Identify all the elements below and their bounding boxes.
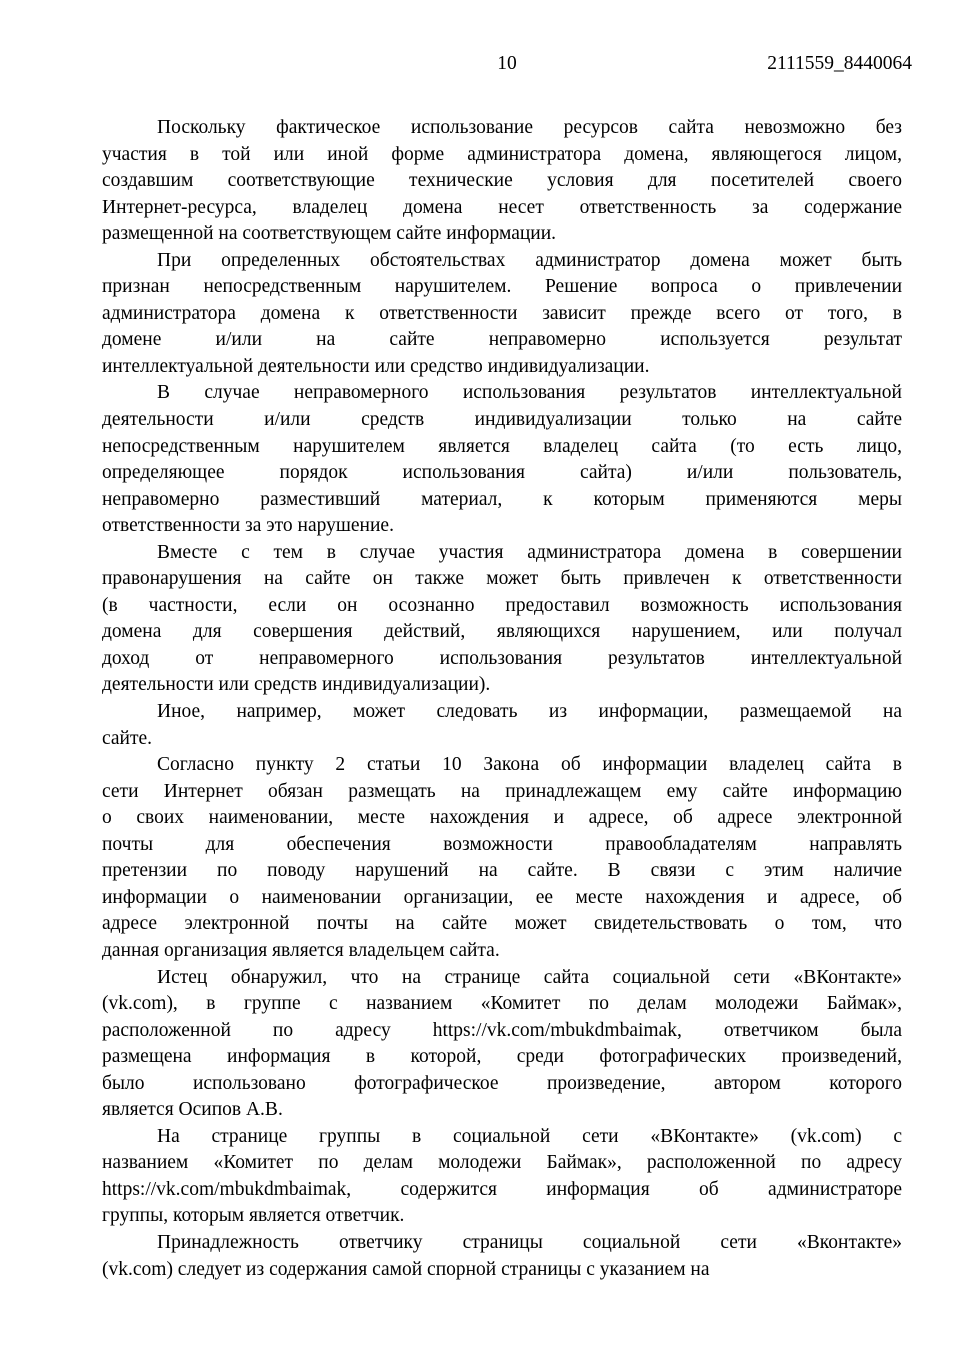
text-line: https://vk.com/mbukdmbaimak, содержится информация об администраторе (102, 1178, 902, 1200)
text-line: о своих наименовании, месте нахождения и адресе, об адресе электронной (102, 807, 902, 829)
paragraph (102, 540, 902, 699)
text-line: домена для совершения действий, являющихся нарушением, или получал (102, 621, 902, 643)
text-line: деятельности или средств индивидуализации). (102, 674, 491, 696)
paragraph (102, 699, 902, 752)
text-line: сайте. (102, 727, 153, 749)
text-line: названием «Комитет по делам молодежи Баймак», расположенной по адресу (102, 1152, 902, 1174)
text-line: расположенной по адресу https://vk.com/mbukdmbaimak, ответчиком была (102, 1019, 902, 1041)
text-line: информации о наименовании организации, ее месте нахождения и адресе, об (102, 886, 902, 908)
text-line: Интернет-ресурса, владелец домена несет ответственность за содержание (102, 196, 902, 218)
text-line: адресе электронной почты на сайте может свидетельствовать о том, что (102, 913, 902, 935)
text-line: (vk.com) следует из содержания самой спорной страницы с указанием на (102, 1258, 710, 1280)
document-body (102, 115, 902, 1283)
text-line: было использовано фотографическое произведение, автором которого (102, 1072, 902, 1094)
text-line: создавшим соответствующие технические условия для посетителей своего (102, 170, 902, 192)
page-number: 10 (497, 53, 517, 74)
page-header (102, 51, 912, 79)
text-line: Истец обнаружил, что на странице сайта социальной сети «ВКонтакте» (157, 966, 902, 988)
text-line: В случае неправомерного использования результатов интеллектуальной (157, 382, 902, 404)
text-line: претензии по поводу нарушений на сайте. В связи с этим наличие (102, 860, 902, 882)
paragraph (102, 380, 902, 539)
text-line: определяющее порядок использования сайта) и/или пользователь, (102, 462, 902, 484)
text-line: (vk.com), в группе с названием «Комитет по делам молодежи Баймак», (102, 993, 902, 1015)
text-line: На странице группы в социальной сети «ВКонтакте» (vk.com) с (157, 1125, 902, 1147)
text-line: Согласно пункту 2 статьи 10 Закона об информации владелец сайта в (157, 754, 902, 776)
text-line: интеллектуальной деятельности или средство индивидуализации. (102, 355, 650, 377)
text-line: является Осипов А.В. (102, 1099, 283, 1121)
text-line: данная организация является владельцем сайта. (102, 939, 500, 961)
text-line: ответственности за это нарушение. (102, 515, 394, 537)
text-line: (в частности, если он осознанно предоставил возможность использования (102, 594, 902, 616)
text-line: домене и/или на сайте неправомерно используется результат (102, 329, 902, 351)
text-line: администратора домена к ответственности зависит прежде всего от того, в (102, 302, 902, 324)
text-line: сети Интернет обязан размещать на принадлежащем ему сайте информацию (102, 780, 902, 802)
text-line: почты для обеспечения возможности правообладателям направлять (102, 833, 902, 855)
text-line: размещена информация в которой, среди фотографических произведений, (102, 1046, 902, 1068)
document-id: 2111559_8440064 (767, 53, 912, 74)
text-line: размещенной на соответствующем сайте информации. (102, 223, 557, 245)
paragraph (102, 1230, 902, 1283)
text-line: Принадлежность ответчику страницы социальной сети «Вконтакте» (157, 1231, 902, 1253)
text-line: Вместе с тем в случае участия администратора домена в совершении (157, 541, 902, 563)
paragraph (102, 1124, 902, 1230)
paragraph (102, 115, 902, 248)
text-line: участия в той или иной форме администратора домена, являющегося лицом, (102, 143, 902, 165)
text-line: При определенных обстоятельствах администратор домена может быть (157, 249, 902, 271)
text-line: непосредственным нарушителем является владелец сайта (то есть лицо, (102, 435, 902, 457)
paragraph (102, 248, 902, 381)
text-line: группы, которым является ответчик. (102, 1205, 405, 1227)
text-line: Поскольку фактическое использование ресурсов сайта невозможно без (157, 117, 902, 138)
text-line: доход от неправомерного использования результатов интеллектуальной (102, 647, 902, 669)
text-line: правонарушения на сайте он также может быть привлечен к ответственности (102, 568, 902, 590)
text-line: признан непосредственным нарушителем. Решение вопроса о привлечении (102, 276, 902, 298)
paragraph (102, 752, 902, 964)
text-line: деятельности и/или средств индивидуализации только на сайте (102, 409, 902, 431)
text-line: Иное, например, может следовать из информации, размещаемой на (157, 701, 902, 723)
text-line: неправомерно разместивший материал, к которым применяются меры (102, 488, 902, 510)
paragraph (102, 965, 902, 1124)
